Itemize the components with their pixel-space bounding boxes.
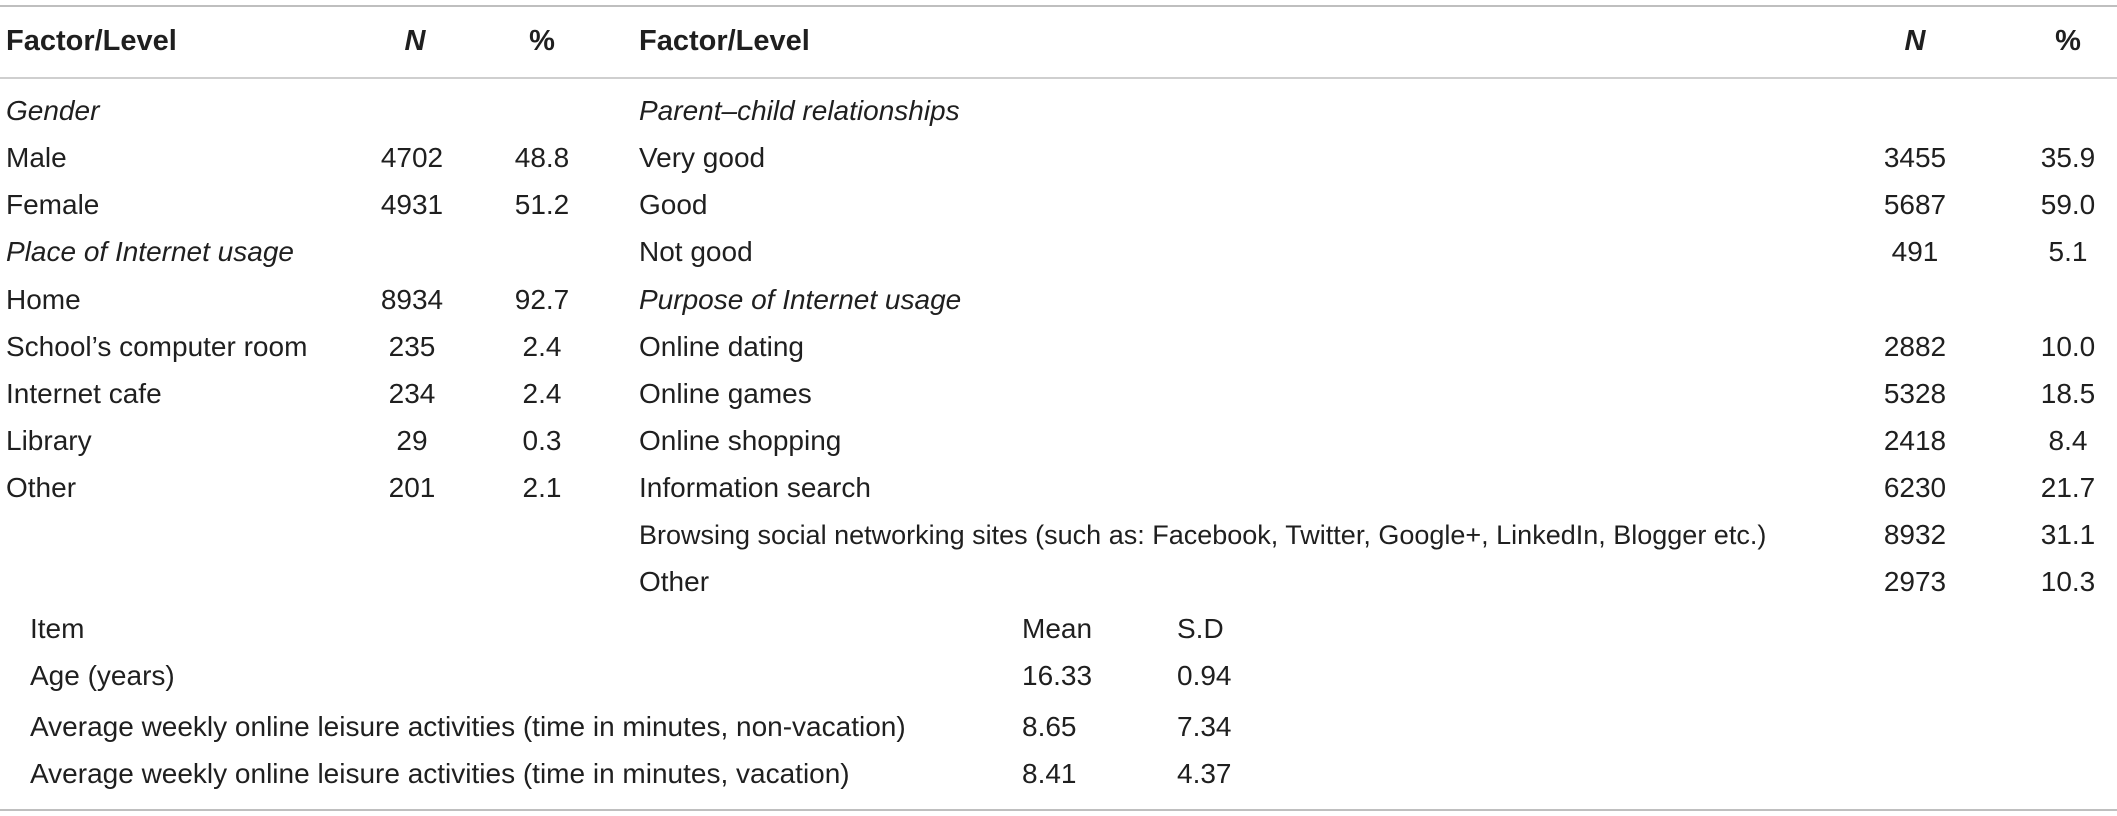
table-bottom-rule <box>0 809 2117 811</box>
row-pct: 2.4 <box>522 378 562 409</box>
row-pct: 2.1 <box>522 472 562 503</box>
summary-item: Average weekly online leisure activities (time in minutes, non-vacation) <box>30 711 906 742</box>
table-top-rule <box>0 5 2117 7</box>
header-pct-left: % <box>529 25 555 57</box>
row-n: 6230 <box>1883 472 1947 503</box>
row-pct: 31.1 <box>2040 519 2096 550</box>
row-n: 234 <box>388 378 436 409</box>
row-label: Other <box>6 472 77 503</box>
header-n-left: N <box>404 25 426 57</box>
row-label: Online shopping <box>639 425 842 456</box>
group-title-place: Place of Internet usage <box>6 236 294 267</box>
row-n: 235 <box>388 331 436 362</box>
row-label: Browsing social networking sites (such as: Facebook, Twitter, Google+, LinkedIn, Blogger etc.) <box>639 520 1767 550</box>
row-n: 4702 <box>380 142 444 173</box>
row-label: Home <box>6 284 81 315</box>
row-n: 2418 <box>1883 425 1947 456</box>
group-title-purpose: Purpose of Internet usage <box>639 284 962 315</box>
row-n: 8932 <box>1883 519 1947 550</box>
group-title-gender: Gender <box>6 95 100 126</box>
row-n: 5687 <box>1883 189 1947 220</box>
row-label: Good <box>639 189 708 220</box>
header-n-right: N <box>1904 25 1926 57</box>
summary-mean: 16.33 <box>1022 660 1093 691</box>
summary-item: Average weekly online leisure activities (time in minutes, vacation) <box>30 758 850 789</box>
summary-item: Age (years) <box>30 660 175 691</box>
row-label: Online dating <box>639 331 805 362</box>
summary-sd: 7.34 <box>1177 711 1232 742</box>
summary-mean: 8.41 <box>1022 758 1077 789</box>
header-pct-right: % <box>2055 25 2081 57</box>
row-pct: 10.0 <box>2040 331 2096 362</box>
row-pct: 59.0 <box>2040 189 2096 220</box>
summary-header-item: Item <box>30 613 85 644</box>
row-pct: 10.3 <box>2040 566 2096 597</box>
header-factor-right: Factor/Level <box>639 25 810 57</box>
row-pct: 2.4 <box>522 331 562 362</box>
row-n: 29 <box>396 425 428 456</box>
summary-header-sd: S.D <box>1177 613 1224 644</box>
row-n: 201 <box>388 472 436 503</box>
row-n: 5328 <box>1883 378 1947 409</box>
row-pct: 51.2 <box>514 189 570 220</box>
row-label: Internet cafe <box>6 378 162 409</box>
row-pct: 92.7 <box>514 284 570 315</box>
row-label: Male <box>6 142 67 173</box>
group-title-parent-child: Parent–child relationships <box>639 95 960 126</box>
row-pct: 35.9 <box>2040 142 2096 173</box>
row-n: 3455 <box>1883 142 1947 173</box>
row-n: 4931 <box>380 189 444 220</box>
summary-header-mean: Mean <box>1022 613 1093 644</box>
row-label: Not good <box>639 236 753 267</box>
row-pct: 8.4 <box>2048 425 2088 456</box>
row-label: Online games <box>639 378 812 409</box>
row-n: 8934 <box>380 284 444 315</box>
row-label: Information search <box>639 472 871 503</box>
row-label: School’s computer room <box>6 331 308 362</box>
row-n: 491 <box>1891 236 1939 267</box>
summary-sd: 4.37 <box>1177 758 1232 789</box>
row-n: 2882 <box>1883 331 1947 362</box>
row-label: Other <box>639 566 710 597</box>
row-label: Female <box>6 189 100 220</box>
table-header-rule <box>0 77 2117 79</box>
row-label: Very good <box>639 142 766 173</box>
row-n: 2973 <box>1883 566 1947 597</box>
row-pct: 48.8 <box>514 142 570 173</box>
row-label: Library <box>6 425 92 456</box>
row-pct: 18.5 <box>2040 378 2096 409</box>
summary-mean: 8.65 <box>1022 711 1077 742</box>
summary-sd: 0.94 <box>1177 660 1232 691</box>
header-factor-left: Factor/Level <box>6 25 177 57</box>
row-pct: 5.1 <box>2048 236 2088 267</box>
row-pct: 21.7 <box>2040 472 2096 503</box>
row-pct: 0.3 <box>522 425 562 456</box>
